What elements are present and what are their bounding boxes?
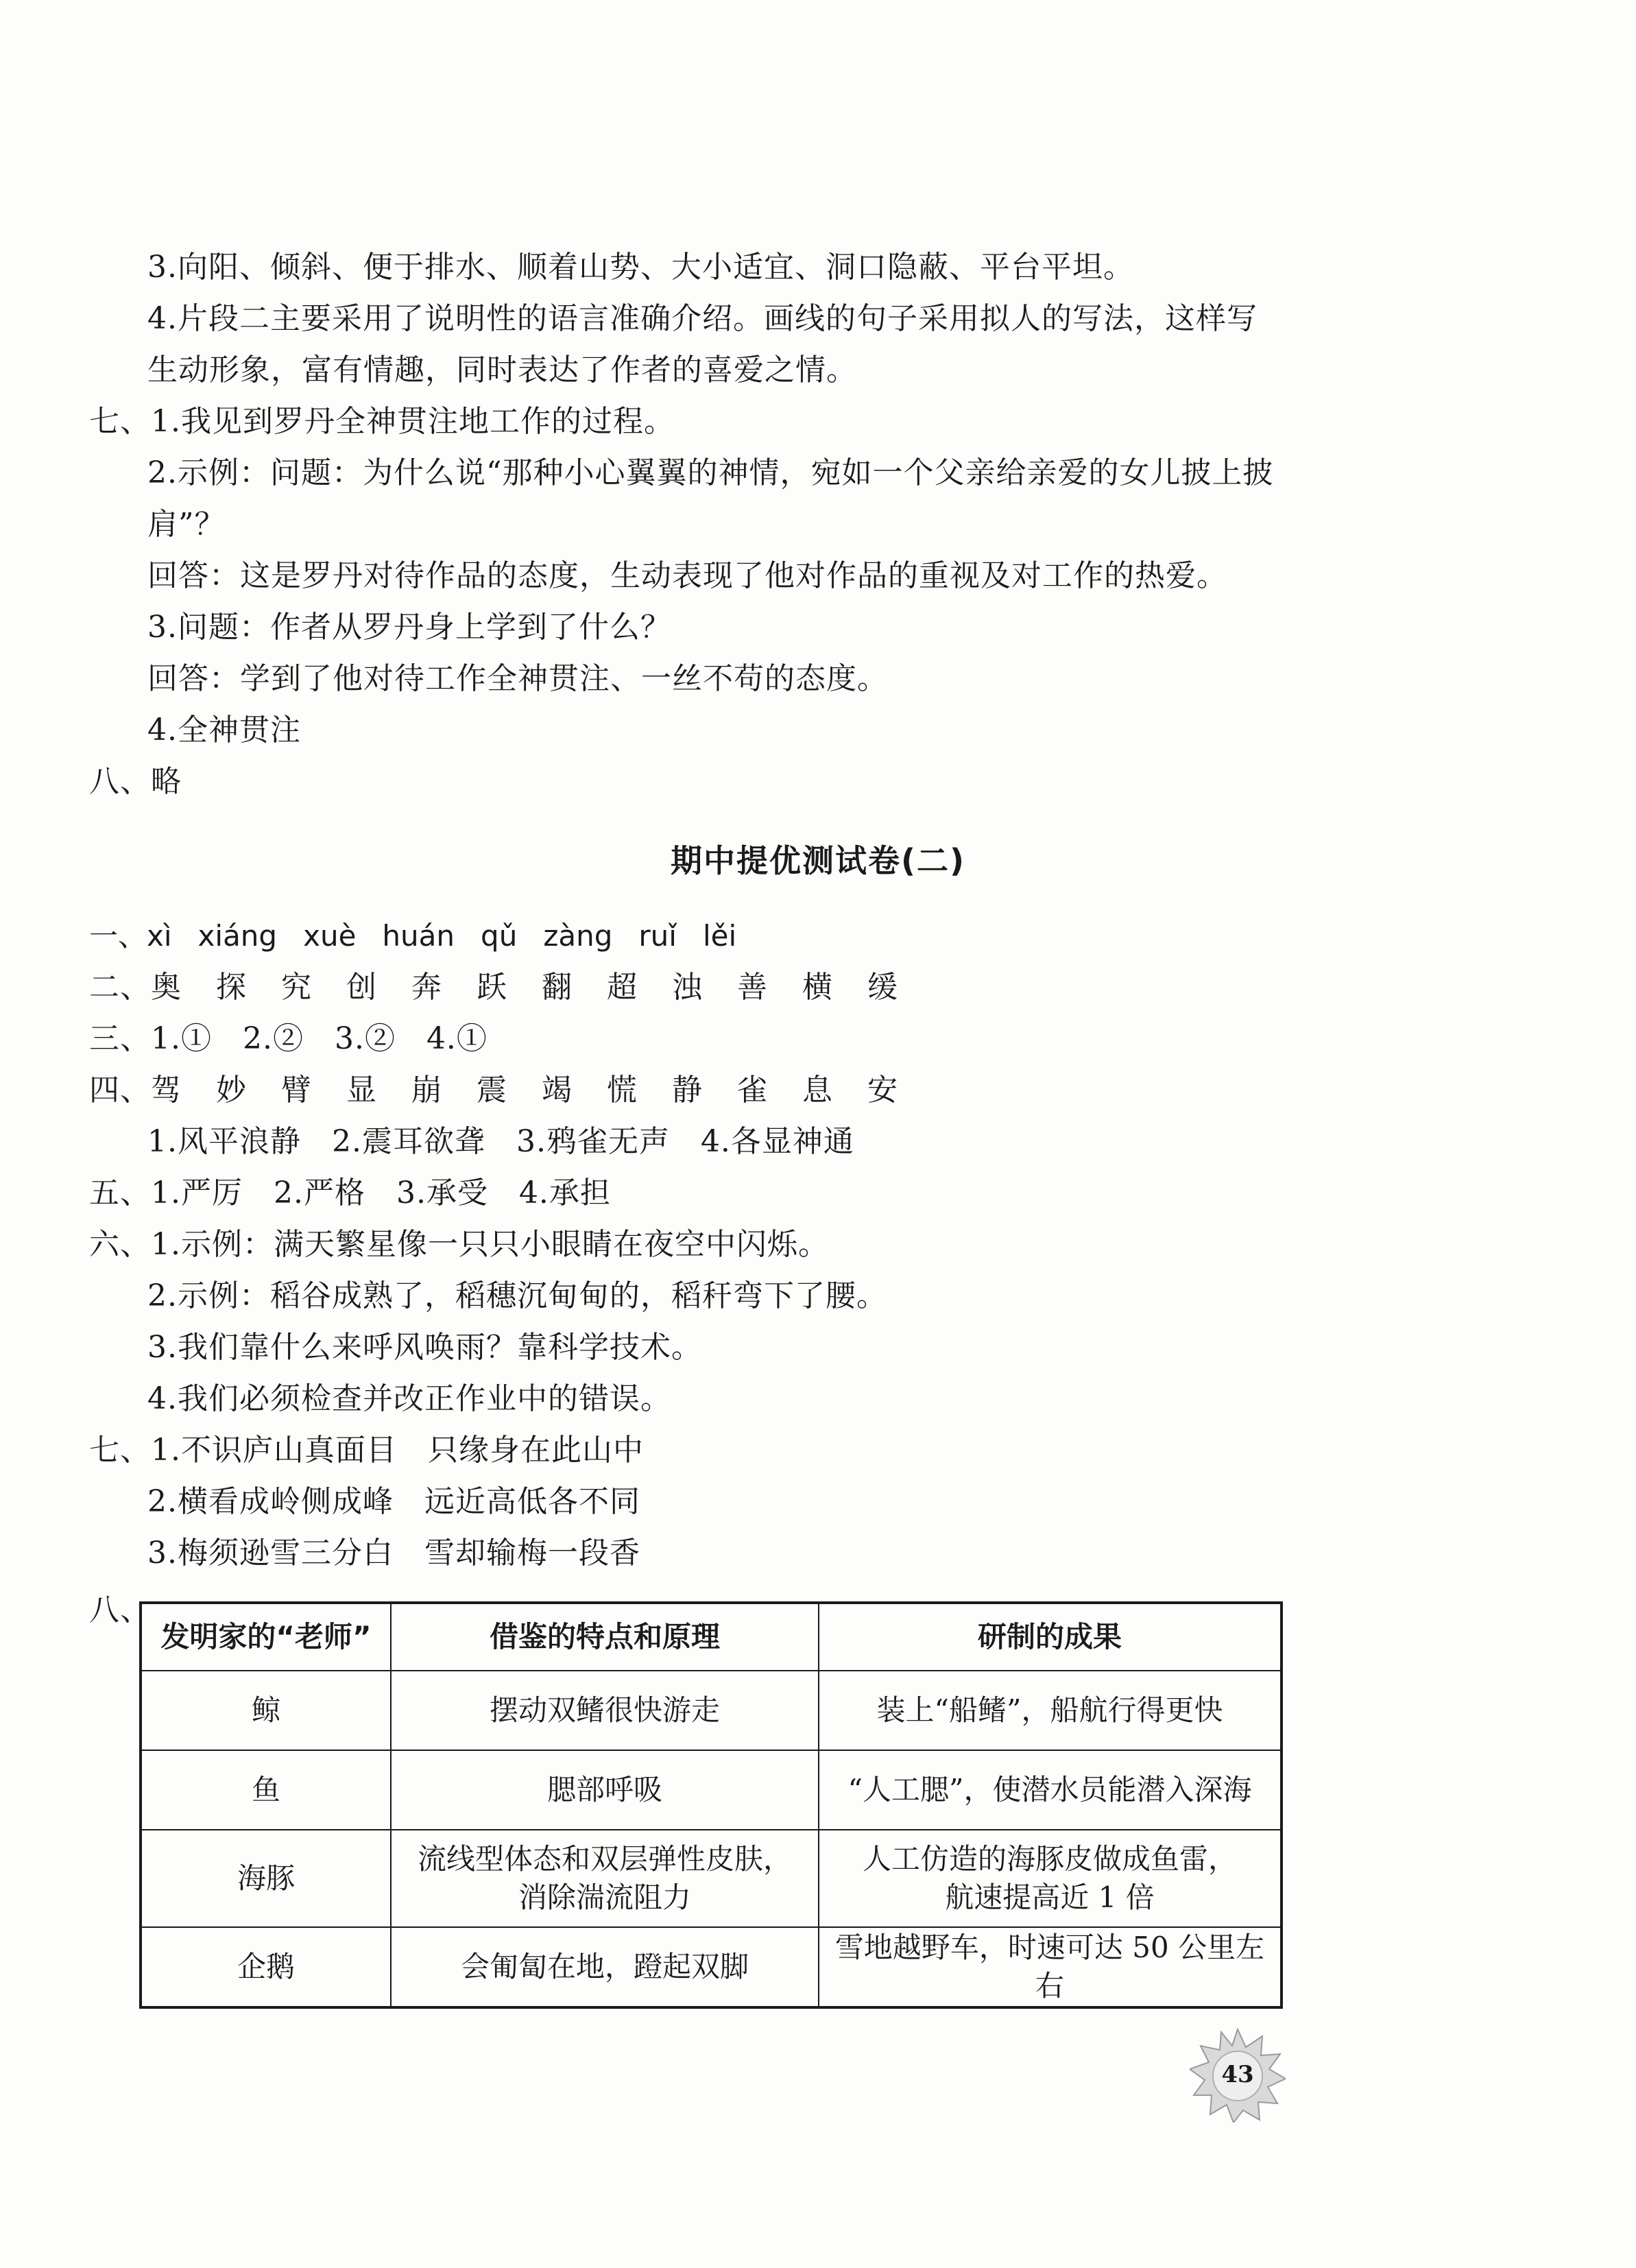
- result-cell: [819, 1830, 1282, 1927]
- pinyin-item: xì: [147, 919, 172, 953]
- q2-label: 二、: [89, 970, 151, 1005]
- char-item: 臂: [281, 1073, 312, 1108]
- feature-line: 流线型体态和双层弹性皮肤，: [417, 1842, 792, 1876]
- feature-cell: [391, 1830, 819, 1927]
- char-item: 安: [867, 1073, 898, 1108]
- char-item: 探: [216, 970, 247, 1005]
- char-item: 善: [737, 970, 768, 1005]
- table-row: [141, 1671, 1282, 1750]
- table-header: 发明家的“老师”: [141, 1603, 391, 1671]
- q1-label: 一、: [89, 919, 147, 953]
- teacher-cell: 鱼: [141, 1750, 391, 1830]
- teacher-cell: 鲸: [141, 1671, 391, 1750]
- answer-line: 4.片段二主要采用了说明性的语言准确介绍。画线的句子采用拟人的写法，这样写: [147, 301, 1258, 336]
- pinyin-item: xuè: [303, 919, 357, 953]
- char-item: 创: [346, 970, 377, 1005]
- section-title: 期中提优测试卷(二): [670, 842, 966, 879]
- pinyin-item: ruǐ: [638, 919, 677, 953]
- pinyin-item: lěi: [702, 919, 737, 953]
- answer-line: 八、略: [89, 764, 182, 799]
- q6-line: 六、1.示例：满天繁星像一只只小眼睛在夜空中闪烁。: [89, 1227, 829, 1262]
- char-item: 缓: [867, 970, 898, 1005]
- q2-row: [89, 967, 933, 1008]
- feature-cell: 腮部呼吸: [391, 1750, 819, 1830]
- table-header-row: [141, 1603, 1282, 1671]
- char-item: 翻: [542, 970, 573, 1005]
- answer-line: 3.向阳、倾斜、便于排水、顺着山势、大小适宜、洞口隐蔽、平台平坦。: [147, 250, 1134, 285]
- pinyin-item: qǔ: [481, 919, 518, 953]
- char-item: 崩: [411, 1073, 442, 1108]
- feature-line: 消除湍流阻力: [518, 1881, 691, 1914]
- q4-label: 四、: [89, 1073, 151, 1108]
- pinyin-item: xiáng: [197, 919, 278, 953]
- q1-pinyin-row: [89, 916, 762, 957]
- char-item: 浊: [672, 970, 703, 1005]
- feature-cell: 会匍匐在地，蹬起双脚: [391, 1927, 819, 2007]
- answer-line: 回答：这是罗丹对待作品的态度，生动表现了他对作品的重视及对工作的热爱。: [147, 558, 1227, 593]
- teacher-cell: 海豚: [141, 1830, 391, 1927]
- result-line: 航速提高近 1 倍: [945, 1881, 1155, 1914]
- char-item: 显: [346, 1073, 377, 1108]
- q8-label: 八、: [89, 1592, 151, 1627]
- result-line: 人工仿造的海豚皮做成鱼雷，: [862, 1842, 1237, 1876]
- result-cell: 雪地越野车，时速可达 50 公里左右: [819, 1927, 1282, 2007]
- q3-row: 三、1.① 2.② 3.② 4.①: [89, 1021, 488, 1056]
- answer-line: 4.全神贯注: [147, 713, 301, 748]
- q7-line: 七、1.不识庐山真面目 只缘身在此山中: [89, 1433, 644, 1468]
- answer-line: 3.问题：作者从罗丹身上学到了什么？: [147, 610, 671, 645]
- feature-cell: 摆动双鳍很快游走: [391, 1671, 819, 1750]
- char-item: 震: [477, 1073, 507, 1108]
- char-item: 静: [672, 1073, 703, 1108]
- teacher-cell: 企鹅: [141, 1927, 391, 2007]
- inventor-table: [139, 1601, 1283, 2009]
- char-item: 究: [281, 970, 312, 1005]
- char-item: 雀: [737, 1073, 768, 1108]
- q6-line: 4.我们必须检查并改正作业中的错误。: [147, 1381, 671, 1416]
- answer-line: 生动形象，富有情趣，同时表达了作者的喜爱之情。: [147, 353, 857, 387]
- answer-line: 2.示例：问题：为什么说“那种小心翼翼的神情，宛如一个父亲给亲爱的女儿披上披: [147, 455, 1274, 490]
- table-header: 借鉴的特点和原理: [391, 1603, 819, 1671]
- pinyin-item: zàng: [543, 919, 613, 953]
- table-row: [141, 1830, 1282, 1927]
- table-row: [141, 1750, 1282, 1830]
- table-row: [141, 1927, 1282, 2007]
- char-item: 竭: [542, 1073, 573, 1108]
- q4-sub-row: 1.风平浪静 2.震耳欲聋 3.鸦雀无声 4.各显神通: [147, 1124, 854, 1159]
- table-header: 研制的成果: [819, 1603, 1282, 1671]
- char-item: 驾: [151, 1073, 182, 1108]
- char-item: 奔: [411, 970, 442, 1005]
- answer-line: 回答：学到了他对待工作全神贯注、一丝不苟的态度。: [147, 661, 888, 696]
- q7-line: 2.横看成岭侧成峰 远近高低各不同: [147, 1484, 640, 1519]
- char-item: 慌: [607, 1073, 638, 1108]
- pinyin-item: huán: [382, 919, 455, 953]
- q6-line: 2.示例：稻谷成熟了，稻穗沉甸甸的，稻秆弯下了腰。: [147, 1278, 887, 1313]
- char-item: 奥: [151, 970, 182, 1005]
- result-cell: “人工腮”，使潜水员能潜入深海: [819, 1750, 1282, 1830]
- q4-row: [89, 1070, 933, 1111]
- result-cell: 装上“船鳍”，船航行得更快: [819, 1671, 1282, 1750]
- q6-line: 3.我们靠什么来呼风唤雨？靠科学技术。: [147, 1330, 702, 1365]
- page-number-badge: [1190, 2027, 1286, 2123]
- char-item: 跃: [477, 970, 507, 1005]
- char-item: 息: [802, 1073, 833, 1108]
- answer-line: 肩”？: [147, 507, 226, 542]
- char-item: 横: [802, 970, 833, 1005]
- q7-line: 3.梅须逊雪三分白 雪却输梅一段香: [147, 1536, 640, 1571]
- answer-line: 七、1.我见到罗丹全神贯注地工作的过程。: [89, 404, 675, 439]
- char-item: 妙: [216, 1073, 247, 1108]
- char-item: 超: [607, 970, 638, 1005]
- page-number: 43: [1221, 2061, 1254, 2088]
- q5-row: 五、1.严厉 2.严格 3.承受 4.承担: [89, 1175, 611, 1210]
